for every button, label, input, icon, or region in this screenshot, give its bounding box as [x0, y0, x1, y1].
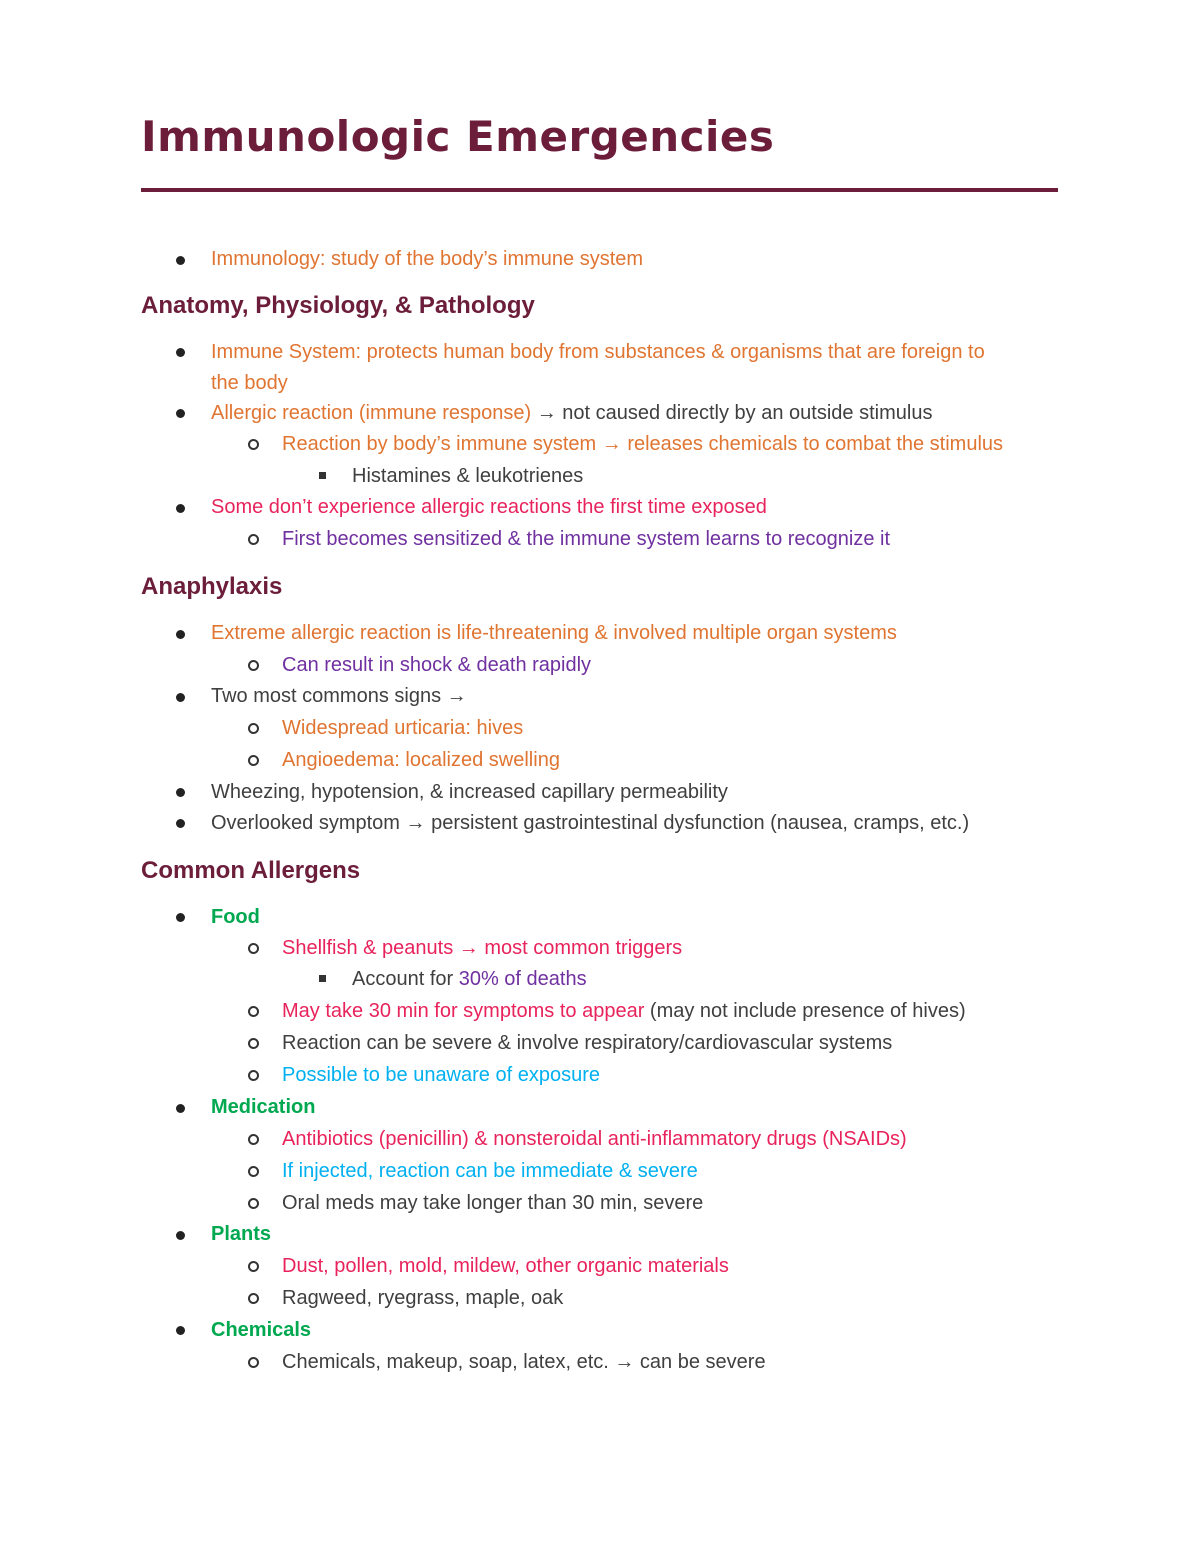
- list-item-continuation: the body: [211, 372, 288, 394]
- bullet-circle: [248, 1070, 259, 1081]
- arrow-icon: →: [458, 937, 479, 959]
- list-item: Antibiotics (penicillin) & nonsteroidal anti-inflammatory drugs (NSAIDs): [282, 1128, 907, 1150]
- bullet-disc: [176, 788, 185, 797]
- item-text: Reaction by body’s immune system: [282, 433, 602, 455]
- item-text: most common triggers: [478, 937, 683, 959]
- list-item: Immunology: study of the body’s immune system: [211, 248, 644, 270]
- arrow-icon: →: [446, 685, 467, 707]
- list-item: Ragweed, ryegrass, maple, oak: [282, 1287, 564, 1309]
- section-heading: Anatomy, Physiology, & Pathology: [141, 292, 535, 319]
- title-underline: [141, 188, 1058, 192]
- list-item: Plants: [211, 1223, 272, 1245]
- bullet-circle: [248, 1198, 259, 1209]
- bullet-circle: [248, 755, 259, 766]
- list-item: Possible to be unaware of exposure: [282, 1064, 600, 1086]
- bullet-disc: [176, 409, 185, 418]
- bullet-circle: [248, 1006, 259, 1017]
- bullet-disc: [176, 1104, 185, 1113]
- bullet-circle: [248, 943, 259, 954]
- bullet-disc: [176, 1326, 185, 1335]
- item-text: releases chemicals to combat the stimulus: [621, 433, 1004, 455]
- list-item: [282, 1347, 766, 1377]
- bullet-disc: [176, 693, 185, 702]
- list-item: Angioedema: localized swelling: [282, 749, 560, 771]
- bullet-disc: [176, 504, 185, 513]
- item-text: Overlooked symptom: [211, 812, 406, 834]
- list-item: [211, 808, 969, 838]
- item-text: May take 30 min for symptoms to appear: [282, 1000, 645, 1022]
- list-item: Dust, pollen, mold, mildew, other organic materials: [282, 1255, 729, 1277]
- list-item: Medication: [211, 1096, 316, 1118]
- item-text: 30% of deaths: [458, 968, 587, 990]
- item-text: (may not include presence of hives): [644, 1000, 966, 1022]
- item-text: Shellfish & peanuts: [282, 937, 459, 959]
- bullet-circle: [248, 1166, 259, 1177]
- arrow-icon: →: [536, 402, 557, 424]
- list-item: Immune System: protects human body from substances & organisms that are foreign to: [211, 341, 985, 363]
- bullet-circle: [248, 1293, 259, 1304]
- section-heading: Common Allergens: [141, 857, 361, 884]
- list-item: Reaction can be severe & involve respiratory/cardiovascular systems: [282, 1032, 893, 1054]
- arrow-icon: →: [601, 433, 622, 455]
- list-item: [282, 933, 682, 963]
- bullet-disc: [176, 256, 185, 265]
- bullet-circle: [248, 1134, 259, 1145]
- bullet-disc: [176, 819, 185, 828]
- list-item: Histamines & leukotrienes: [352, 465, 584, 487]
- section-heading: Anaphylaxis: [141, 573, 283, 600]
- document-title: Immunologic Emergencies: [141, 112, 775, 161]
- list-item: First becomes sensitized & the immune system learns to recognize it: [282, 528, 891, 550]
- bullet-circle: [248, 723, 259, 734]
- list-item: [282, 996, 966, 1026]
- bullet-disc: [176, 913, 185, 922]
- list-item: If injected, reaction can be immediate & severe: [282, 1160, 698, 1182]
- bullet-circle: [248, 534, 259, 545]
- bullet-circle: [248, 1038, 259, 1049]
- item-text: Two most commons signs: [211, 685, 447, 707]
- item-text: Chemicals, makeup, soap, latex, etc.: [282, 1351, 615, 1373]
- item-text: Allergic reaction (immune response): [211, 402, 537, 424]
- bullet-circle: [248, 439, 259, 450]
- list-item: Oral meds may take longer than 30 min, severe: [282, 1192, 704, 1214]
- arrow-icon: →: [405, 812, 426, 834]
- bullet-disc: [176, 348, 185, 357]
- bullet-square: [319, 472, 326, 479]
- item-text: can be severe: [634, 1351, 766, 1373]
- list-item: [282, 429, 1003, 459]
- arrow-icon: →: [614, 1351, 635, 1373]
- list-item: [352, 964, 587, 994]
- bullet-disc: [176, 1231, 185, 1240]
- item-text: persistent gastrointestinal dysfunction (nausea, cramps, etc.): [425, 812, 970, 834]
- list-item: Food: [211, 906, 260, 928]
- list-item: Can result in shock & death rapidly: [282, 654, 592, 676]
- bullet-circle: [248, 660, 259, 671]
- list-item: Widespread urticaria: hives: [282, 717, 524, 739]
- bullet-square: [319, 975, 326, 982]
- bullet-circle: [248, 1357, 259, 1368]
- list-item: Chemicals: [211, 1319, 312, 1341]
- list-item: [211, 398, 932, 428]
- item-text: not caused directly by an outside stimulus: [556, 402, 933, 424]
- list-item: Wheezing, hypotension, & increased capillary permeability: [211, 781, 728, 803]
- bullet-disc: [176, 630, 185, 639]
- list-item: [211, 681, 467, 711]
- bullet-circle: [248, 1261, 259, 1272]
- list-item: Some don’t experience allergic reactions the first time exposed: [211, 496, 767, 518]
- item-text: Account for: [352, 968, 459, 990]
- list-item: Extreme allergic reaction is life-threatening & involved multiple organ systems: [211, 622, 897, 644]
